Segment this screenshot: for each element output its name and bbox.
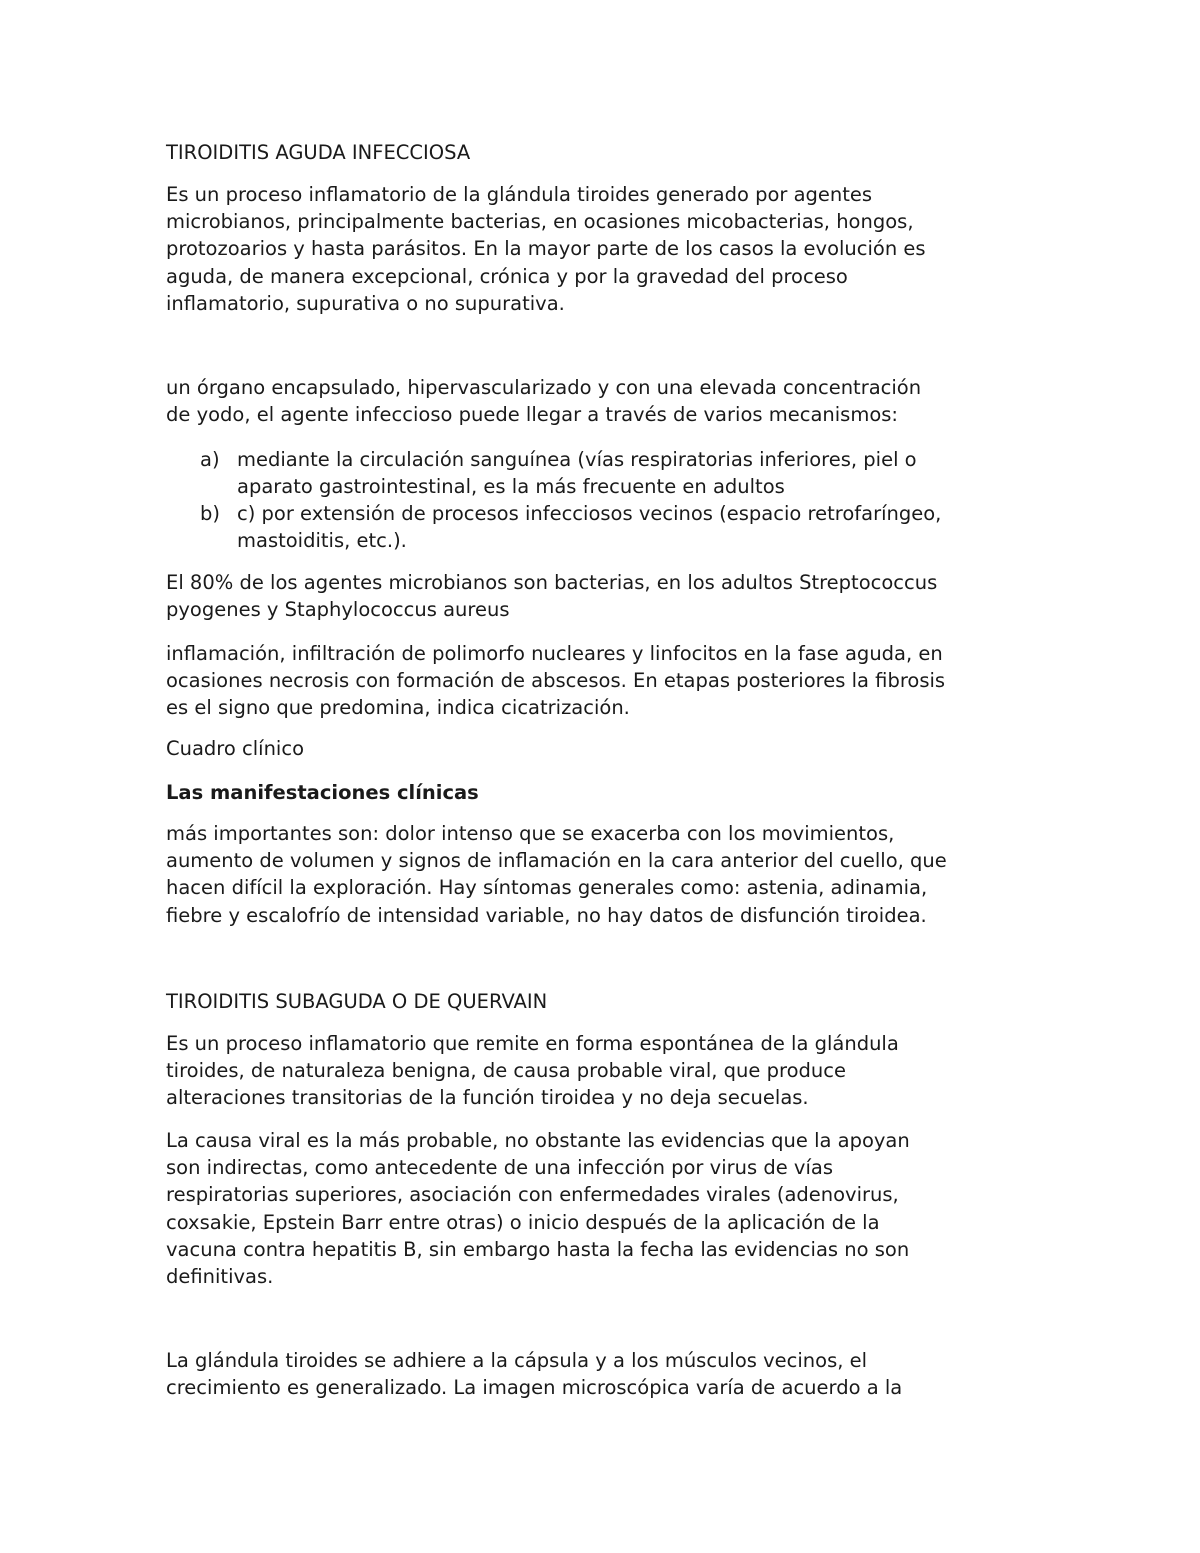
bold-heading-manifestaciones: Las manifestaciones clínicas bbox=[166, 781, 479, 804]
paragraph-subacute-definition: Es un proceso inflamatorio que remite en forma espontánea de la glándula tiroides, de naturaleza benigna, de causa probable viral, que produce alteraciones transitorias de la función tiroidea y no deja secuelas. bbox=[166, 1032, 899, 1110]
section-heading-tiroiditis-subaguda: TIROIDITIS SUBAGUDA O DE QUERVAIN bbox=[166, 990, 548, 1013]
list-marker: a) bbox=[200, 448, 220, 471]
subheading-cuadro-clinico: Cuadro clínico bbox=[166, 737, 305, 760]
list-item-text: c) por extensión de procesos infecciosos vecinos (espacio retrofaríngeo, mastoiditis, etc.). bbox=[237, 502, 942, 553]
paragraph-microbial-agents: El 80% de los agentes microbianos son bacterias, en los adultos Streptococcus pyogenes y Staphylococcus aureus bbox=[166, 571, 938, 622]
paragraph-clinical-manifestations: más importantes son: dolor intenso que se exacerba con los movimientos, aumento de volumen y signos de inflamación en la cara anterior del cuello, que hacen difícil la exploración. Hay síntomas generales como: astenia, adinamia, fiebre y escalofrío de intensidad variable, no hay datos de disfunción tiroidea. bbox=[166, 822, 947, 927]
paragraph-definition: Es un proceso inflamatorio de la glándula tiroides generado por agentes microbianos, principalmente bacterias, en ocasiones micobacterias, hongos, protozoarios y hasta parásitos. En la mayor parte de los casos la evolución es aguda, de manera excepcional, crónica y por la gravedad del proceso inflamatorio, supurativa o no supurativa. bbox=[166, 183, 926, 315]
list-marker: b) bbox=[200, 502, 220, 525]
list-item-text: mediante la circulación sanguínea (vías respiratorias inferiores, piel o aparato gastrointestinal, es la más frecuente en adultos bbox=[237, 448, 917, 499]
paragraph-inflammation: inflamación, infiltración de polimorfo nucleares y linfocitos en la fase aguda, en ocasiones necrosis con formación de abscesos. En etapas posteriores la fibrosis es el signo que predomina, indica cicatrización. bbox=[166, 642, 946, 720]
paragraph-viral-cause: La causa viral es la más probable, no obstante las evidencias que la apoyan son indirectas, como antecedente de una infección por virus de vías respiratorias superiores, asociación con enfermedades virales (adenovirus, coxsakie, Epstein Barr entre otras) o inicio después de la aplicación de la vacuna contra hepatitis B, sin embargo hasta la fecha las evidencias no son definitivas. bbox=[166, 1129, 910, 1289]
section-heading-tiroiditis-aguda: TIROIDITIS AGUDA INFECCIOSA bbox=[166, 141, 471, 164]
paragraph-organ-description: un órgano encapsulado, hipervascularizado y con una elevada concentración de yodo, el agente infeccioso puede llegar a través de varios mecanismos: bbox=[166, 376, 922, 427]
paragraph-gland-adhesion: La glándula tiroides se adhiere a la cápsula y a los músculos vecinos, el crecimiento es generalizado. La imagen microscópica varía de acuerdo a la bbox=[166, 1349, 903, 1400]
